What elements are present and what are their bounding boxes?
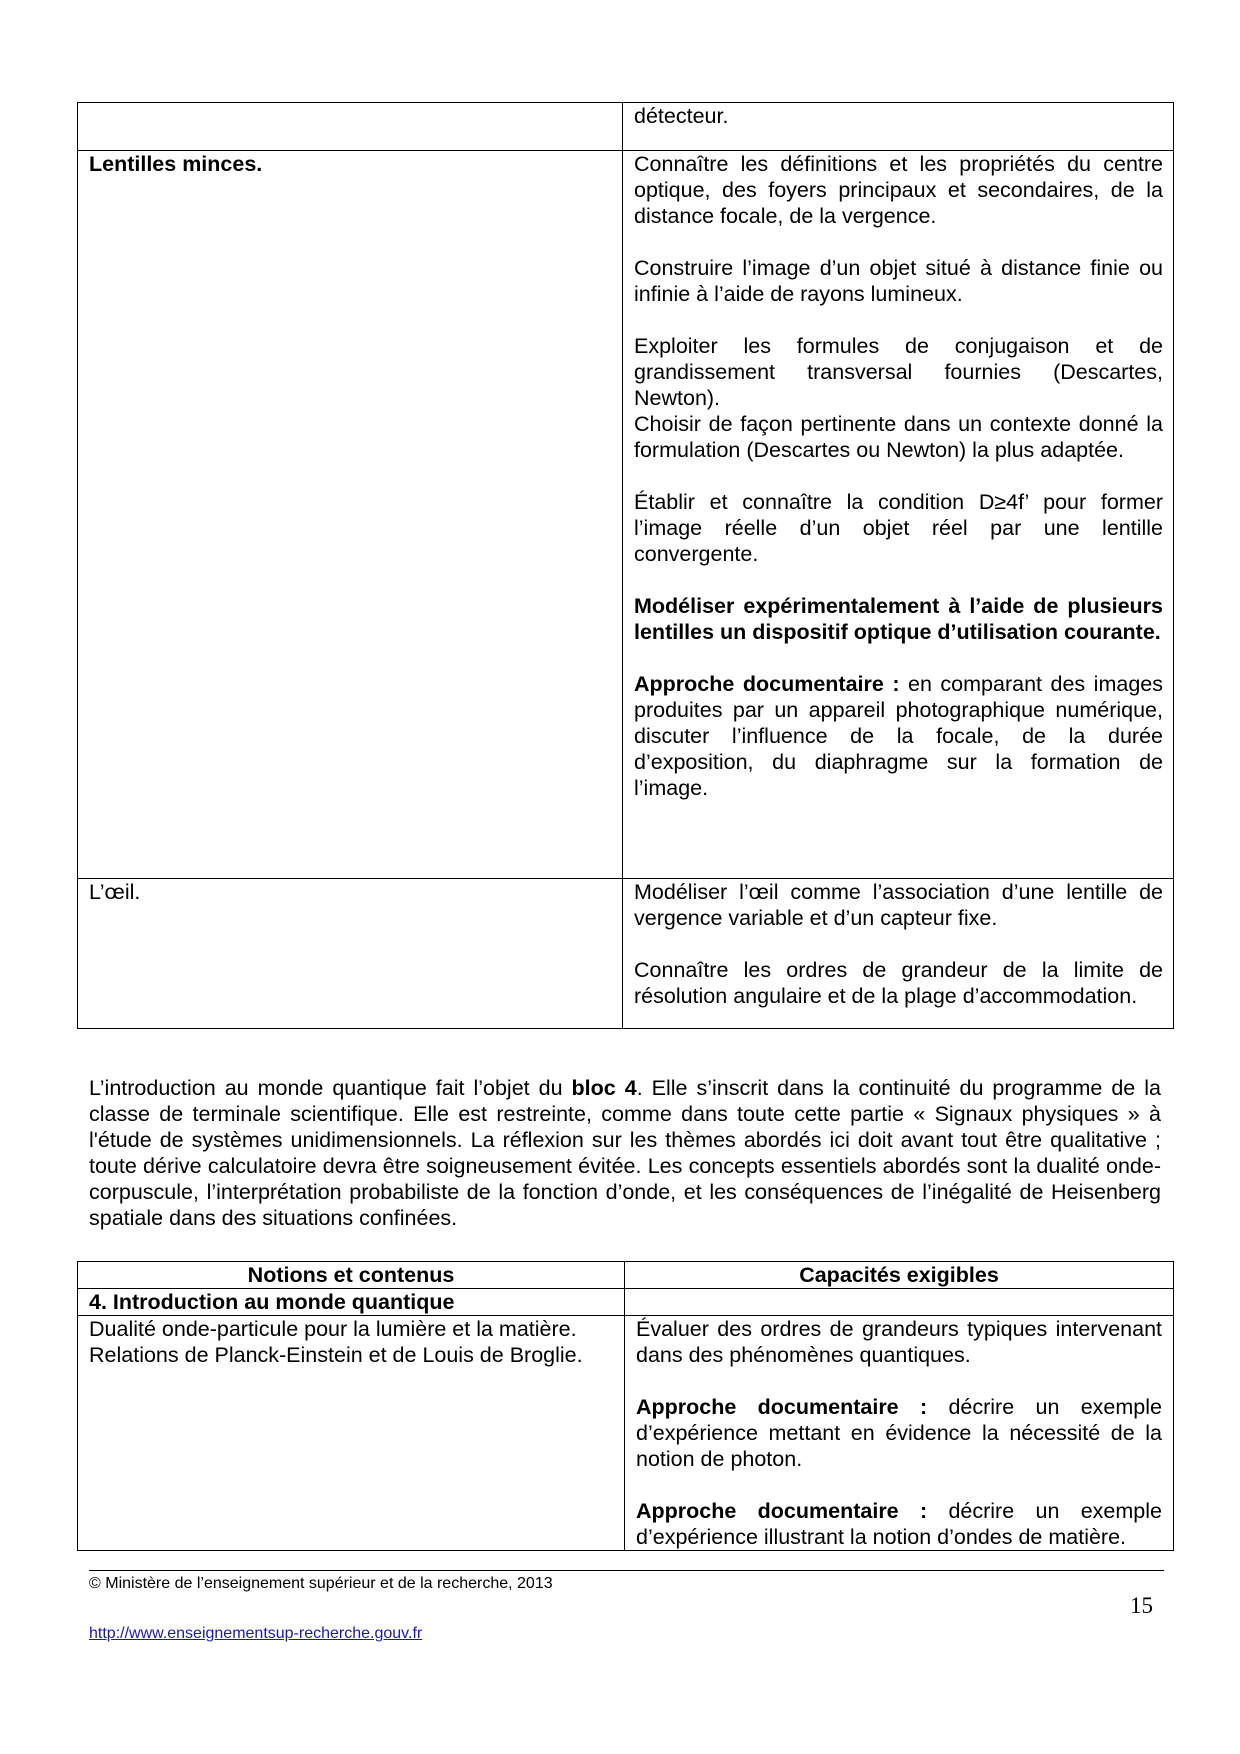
table-row — [78, 879, 1174, 1029]
section-title: 4. Introduction au monde quantique — [78, 1289, 625, 1316]
notions-cell — [78, 103, 623, 151]
header-capacites: Capacités exigibles — [625, 1262, 1174, 1289]
capacite-text: Évaluer des ordres de grandeurs typiques intervenant dans des phénomènes quantiques. — [636, 1317, 1162, 1367]
program-table-optics — [77, 102, 1174, 1029]
table-section-row — [78, 1289, 1174, 1316]
capacite-text: Choisir de façon pertinente dans un contexte donné la formulation (Descartes ou Newton) la plus adaptée. — [634, 412, 1163, 462]
capacites-cell — [623, 879, 1174, 1029]
notions-cell — [78, 1316, 625, 1551]
footer-divider — [89, 1570, 1164, 1571]
capacite-text: Exploiter les formules de conjugaison et de grandissement transversal fournies (Descartes, Newton). — [634, 334, 1163, 410]
notion-text: Dualité onde-particule pour la lumière et la matière. — [89, 1317, 577, 1341]
table-row — [78, 103, 1174, 151]
capacite-text: Établir et connaître la condition D≥4f’ pour former l’image réelle d’un objet réel par une lentille convergente. — [634, 490, 1163, 566]
page-number: 15 — [1130, 1593, 1153, 1618]
intro-paragraph: L’introduction au monde quantique fait l’objet du bloc 4. Elle s’inscrit dans la continuité du programme de la classe de terminale scientifique. Elle est restreinte, comme dans toute cette partie « Signaux physiques » à l'étude de systèmes unidimensionnels. La réflexion sur les thèmes abordés ici doit avant tout être qualitative ; toute dérive calculatoire devra être soigneusement évitée. Les concepts essentiels abordés sont la dualité onde-corpuscule, l’interprétation probabiliste de la fonction d’onde, et les conséquences de l’inégalité de Heisenberg spatiale dans des situations confinées. — [89, 1076, 1161, 1230]
capacite-text: Construire l’image d’un objet situé à distance finie ou infinie à l’aide de rayons lumineux. — [634, 256, 1163, 306]
notions-cell — [78, 151, 623, 879]
notion-text: Relations de Planck-Einstein et de Louis de Broglie. — [89, 1343, 583, 1367]
section-empty-cell — [625, 1289, 1174, 1316]
header-notions: Notions et contenus — [78, 1262, 625, 1289]
table-row — [78, 151, 1174, 879]
footer-url-link[interactable]: http://www.enseignementsup-recherche.gouv.fr — [89, 1625, 423, 1642]
approche-documentaire: Approche documentaire : décrire un exemple d’expérience illustrant la notion d’ondes de matière. — [636, 1499, 1162, 1549]
capacite-text: Connaître les définitions et les propriétés du centre optique, des foyers principaux et secondaires, de la distance focale, de la vergence. — [634, 152, 1163, 228]
notions-cell — [78, 879, 623, 1029]
program-table-quantum — [77, 1261, 1174, 1551]
footer-copyright: © Ministère de l’enseignement supérieur et de la recherche, 2013 — [89, 1575, 553, 1592]
table-row — [78, 1316, 1174, 1551]
capacites-cell — [623, 151, 1174, 879]
capacite-text-bold: Modéliser expérimentalement à l’aide de plusieurs lentilles un dispositif optique d’utilisation courante. — [634, 594, 1163, 644]
approche-documentaire: Approche documentaire : en comparant des images produites par un appareil photographique numérique, discuter l’influence de la focale, de la durée d’exposition, du diaphragme sur la formation de l’image. — [634, 672, 1163, 800]
table-header-row — [78, 1262, 1174, 1289]
capacites-cell — [625, 1316, 1174, 1551]
notion-title: Lentilles minces. — [89, 152, 263, 176]
approche-documentaire: Approche documentaire : décrire un exemple d’expérience mettant en évidence la nécessité de la notion de photon. — [636, 1395, 1162, 1471]
capacite-text: Modéliser l’œil comme l’association d’une lentille de vergence variable et d’un capteur fixe. — [634, 880, 1163, 930]
capacites-cell — [623, 103, 1174, 151]
notion-title: L’œil. — [89, 880, 141, 904]
capacite-text: Connaître les ordres de grandeur de la limite de résolution angulaire et de la plage d’accommodation. — [634, 958, 1163, 1008]
capacite-text: détecteur. — [634, 104, 729, 128]
